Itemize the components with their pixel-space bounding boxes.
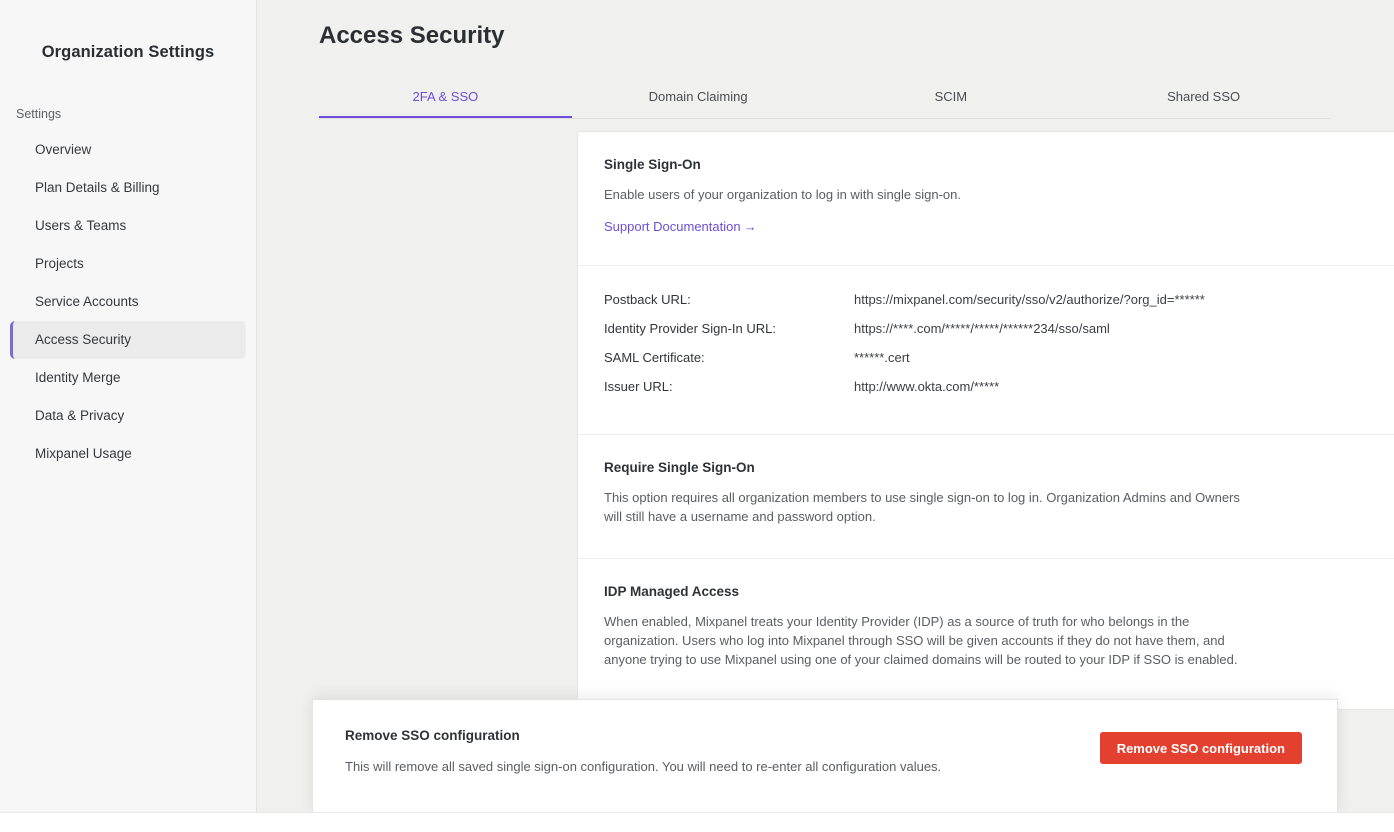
single-sign-on-description: Enable users of your organization to log in with single sign-on.: [604, 187, 961, 202]
single-sign-on-title: Single Sign-On: [604, 157, 701, 172]
sidebar-item-users-teams[interactable]: Users & Teams: [35, 218, 127, 233]
config-value: http://www.okta.com/*****: [854, 379, 1000, 394]
sidebar-item-identity-merge[interactable]: Identity Merge: [35, 370, 121, 385]
config-row-issuer-url: [604, 379, 1394, 394]
tab-2fa-sso[interactable]: 2FA & SSO: [319, 80, 572, 118]
sidebar-nav: [0, 131, 256, 473]
sidebar-item-projects[interactable]: Projects: [35, 256, 84, 271]
tab-scim[interactable]: SCIM: [934, 89, 968, 104]
idp-managed-access-description: When enabled, Mixpanel treats your Identity Provider (IDP) as a source of truth for who belongs in the organization. Users who log into Mixpanel through SSO will be given accounts if they do not have them, and anyone trying to use Mixpanel using one of your claimed domains will be routed to your IDP if SSO is enabled.: [604, 614, 1238, 667]
sidebar-item-data-privacy[interactable]: Data & Privacy: [35, 408, 125, 423]
remove-sso-configuration-button[interactable]: Remove SSO configuration: [1100, 732, 1302, 764]
settings-card: [577, 131, 1394, 710]
config-key: Identity Provider Sign-In URL:: [604, 321, 776, 336]
support-documentation-link[interactable]: [604, 219, 757, 234]
section-require-single-sign-on: [578, 435, 1394, 559]
remove-sso-panel: [312, 699, 1338, 813]
page-title: Access Security: [319, 22, 505, 49]
config-row-postback-url: [604, 292, 1394, 307]
sidebar-item-mixpanel-usage[interactable]: Mixpanel Usage: [35, 446, 132, 461]
bottom-strip: [0, 812, 1394, 832]
sidebar-item-access-security[interactable]: Access Security: [10, 321, 246, 359]
sidebar-item-plan-details-billing[interactable]: Plan Details & Billing: [35, 180, 160, 195]
sidebar-group-label: Settings: [16, 107, 62, 121]
config-row-saml-certificate: [604, 350, 1394, 365]
config-value: ******.cert: [854, 350, 910, 365]
section-idp-managed-access: [578, 559, 1394, 709]
require-sso-title: Require Single Sign-On: [604, 460, 755, 475]
sidebar-item-service-accounts[interactable]: Service Accounts: [35, 294, 139, 309]
section-single-sign-on: [578, 132, 1394, 266]
support-documentation-label: Support Documentation: [604, 219, 741, 234]
remove-sso-title: Remove SSO configuration: [345, 728, 520, 743]
idp-managed-access-title: IDP Managed Access: [604, 584, 740, 599]
sidebar-item-overview[interactable]: Overview: [35, 142, 92, 157]
tab-domain-claiming[interactable]: Domain Claiming: [648, 89, 748, 104]
organization-settings-title: Organization Settings: [41, 43, 215, 61]
config-key: Postback URL:: [604, 292, 691, 307]
require-sso-description: This option requires all organization members to use single sign-on to log in. Organization Admins and Owners will still have a username and password option.: [604, 490, 1240, 524]
config-value: https://****.com/*****/*****/******234/sso/saml: [854, 321, 1110, 336]
arrow-right-icon: →: [743, 219, 757, 234]
config-key: SAML Certificate:: [604, 350, 705, 365]
tab-shared-sso[interactable]: Shared SSO: [1167, 89, 1241, 104]
tab-bar: [319, 80, 1330, 119]
config-row-idp-signin-url: [604, 321, 1394, 336]
config-value: https://mixpanel.com/security/sso/v2/authorize/?org_id=******: [854, 292, 1205, 307]
config-key: Issuer URL:: [604, 379, 673, 394]
sidebar: [0, 0, 257, 832]
section-sso-configuration: [578, 266, 1394, 435]
remove-sso-description: This will remove all saved single sign-on configuration. You will need to re-enter all configuration values.: [345, 759, 942, 774]
